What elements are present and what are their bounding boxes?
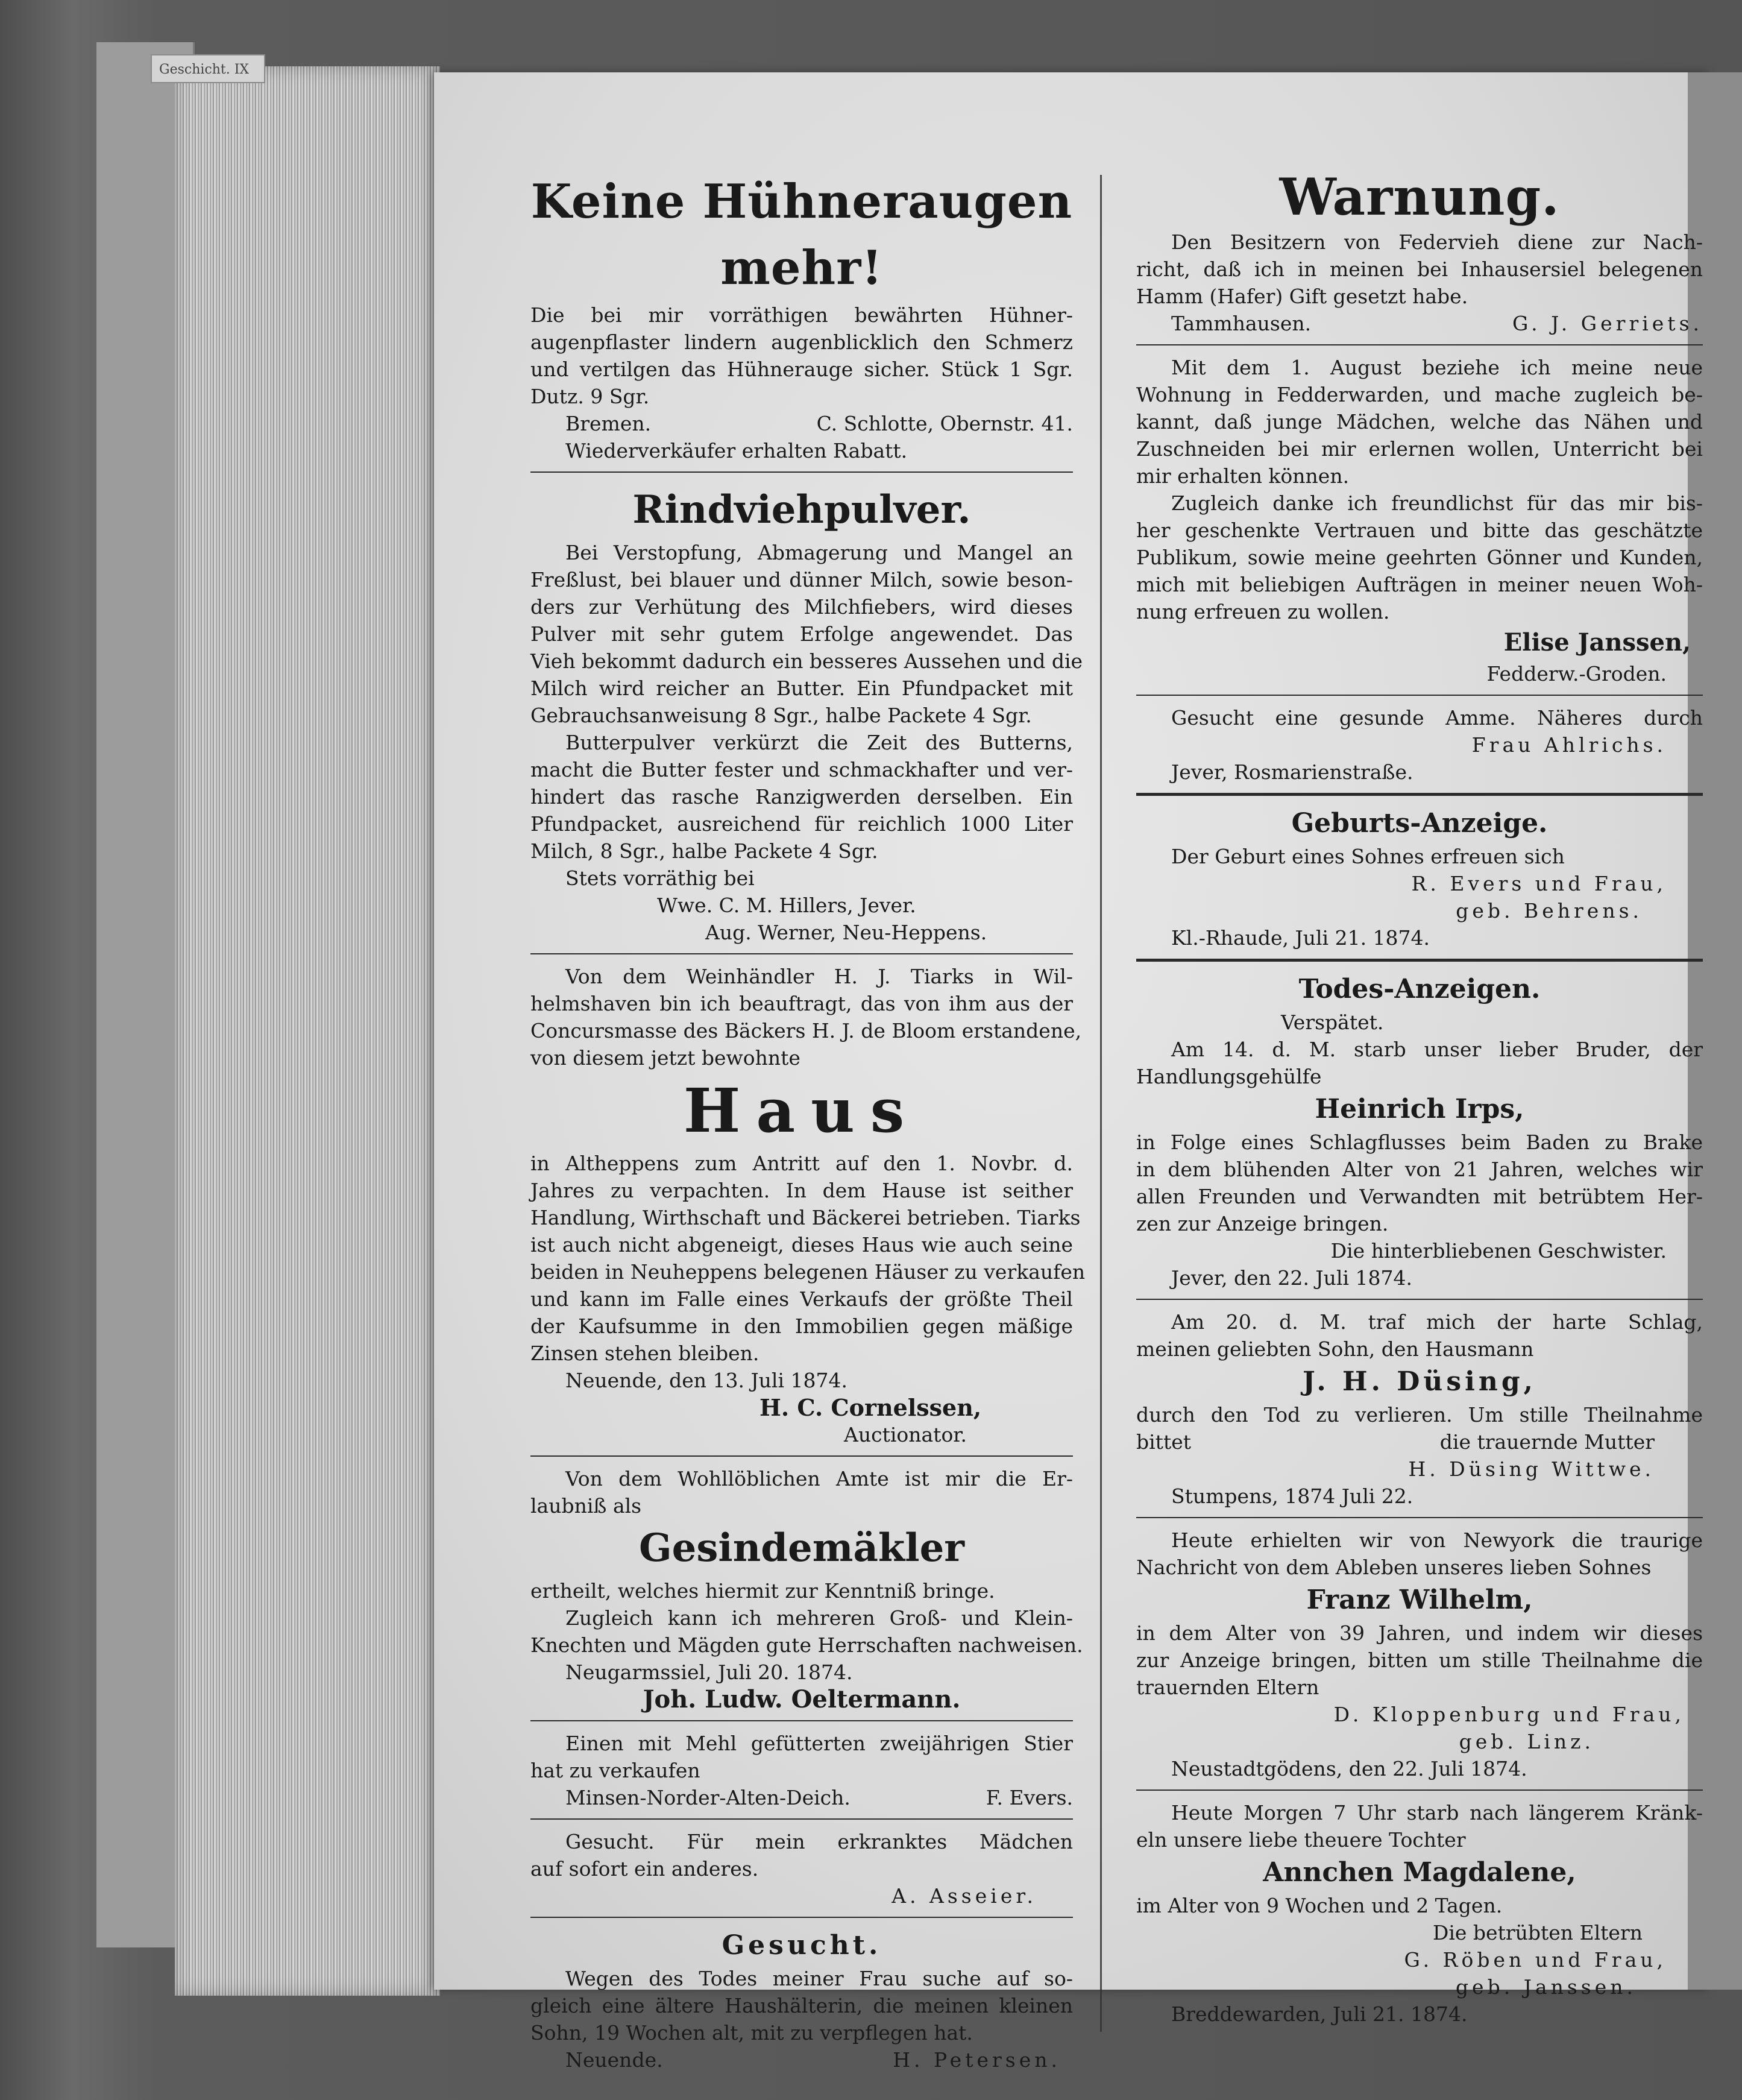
ad-place: Neuende. — [565, 2048, 663, 2072]
ad-name: J. H. Düsing, — [1303, 1366, 1536, 1397]
ad-line: hat zu verkaufen — [530, 1759, 700, 1782]
ad-signature: geb. Janssen. — [1455, 1975, 1637, 1999]
ad-name: Heinrich Irps, — [1315, 1094, 1524, 1124]
ad-line: Sohn, 19 Wochen alt, mit zu verpflegen hat. — [530, 2021, 973, 2045]
ad-divider — [530, 1455, 1073, 1457]
ad-line: und kann im Falle eines Verkaufs der größte Theil — [530, 1287, 1073, 1311]
ad-line: Dutz. 9 Sgr. — [530, 385, 650, 408]
ad-divider — [1136, 959, 1703, 962]
ad-line: meinen geliebten Sohn, den Hausmann — [1136, 1337, 1534, 1361]
ad-note: Wiederverkäufer erhalten Rabatt. — [565, 439, 908, 462]
ad-line: hindert das rasche Ranzigwerden derselben. Ein — [530, 785, 1073, 809]
ad-line: in Altheppens zum Antritt auf den 1. Novbr. d. — [530, 1152, 1073, 1175]
ad-line: allen Freunden und Verwandten mit betrübtem Her- — [1136, 1185, 1703, 1208]
ad-line: Zugleich danke ich freundlichst für das mir bis- — [1171, 491, 1703, 515]
ad-line: Pulver mit sehr gutem Erfolge angewendet. Das — [530, 622, 1073, 646]
ad-signature-row — [1136, 310, 1703, 337]
ad-line: in dem blühenden Alter von 21 Jahren, welches wir — [1136, 1158, 1703, 1181]
ad-divider — [1136, 1517, 1703, 1518]
ad-signature: G. Röben und Frau, — [1404, 1948, 1667, 1972]
ad-line: richt, daß ich in meinen bei Inhausersiel belegenen — [1136, 257, 1703, 281]
ad-line: Handlung, Wirthschaft und Bäckerei betrieben. Tiarks — [530, 1206, 1081, 1229]
right-column — [1136, 166, 1703, 2028]
ad-signature: A. Asseier. — [891, 1884, 1037, 1908]
ad-signature: H. C. Cornelssen, — [759, 1394, 982, 1421]
ad-gesucht-haushaelterin — [530, 1926, 1073, 2073]
ad-headline: Geburts-Anzeige. — [1291, 808, 1548, 839]
ad-line: Zuschneiden bei mir erlernen wollen, Unterricht bei — [1136, 437, 1703, 461]
ad-role: Auctionator. — [844, 1423, 967, 1446]
ad-signature: Die betrübten Eltern — [1432, 1921, 1643, 1944]
ad-signature: Elise Janssen, — [1503, 628, 1691, 657]
ad-line: Freßlust, bei blauer und dünner Milch, sowie beson- — [530, 568, 1073, 591]
ad-line: mir erhalten können. — [1136, 464, 1350, 488]
ad-line: Den Besitzern von Federvieh diene zur Nach- — [1171, 230, 1703, 254]
ad-line: durch den Tod zu verlieren. Um stille Theilnahme — [1136, 1403, 1703, 1427]
ad-line: der Kaufsumme in den Immobilien gegen mäßige — [530, 1314, 1073, 1338]
ad-line: mich mit beliebigen Aufträgen in meiner neuen Woh- — [1136, 573, 1703, 596]
ad-stier — [530, 1730, 1073, 1811]
ad-line: Milch, 8 Sgr., halbe Packete 4 Sgr. — [530, 839, 878, 863]
ad-line: Heute erhielten wir von Newyork die traurige — [1171, 1528, 1703, 1552]
ad-line: macht die Butter fester und schmackhafter und ver- — [530, 758, 1073, 781]
ad-line: Hamm (Hafer) Gift gesetzt habe. — [1136, 285, 1468, 308]
ad-divider — [1136, 1789, 1703, 1791]
ad-divider — [530, 471, 1073, 473]
ad-signature: R. Evers und Frau, — [1411, 872, 1667, 895]
ad-line: Am 14. d. M. starb unser lieber Bruder, der — [1171, 1038, 1703, 1061]
ad-date: Neugarmssiel, Juli 20. 1874. — [565, 1660, 853, 1684]
ad-line: Der Geburt eines Sohnes erfreuen sich — [1171, 845, 1565, 868]
ad-line: von diesem jetzt bewohnte — [530, 1046, 800, 1070]
ad-line: beiden in Neuheppens belegenen Häuser zu verkaufen — [530, 1260, 1086, 1284]
ad-line: Einen mit Mehl gefütterten zweijährigen Stier — [565, 1732, 1073, 1755]
column-rule — [1100, 175, 1102, 2032]
ad-line: Publikum, sowie meine geehrten Gönner und Kunden, — [1136, 546, 1703, 569]
ad-line: helmshaven bin ich beauftragt, das von ihm aus der — [530, 992, 1073, 1015]
ad-line: Wohnung in Fedderwarden, und mache zugleich be- — [1136, 383, 1703, 406]
ad-line: Butterpulver verkürzt die Zeit des Butterns, — [565, 731, 1073, 754]
ad-signature-row — [530, 1784, 1073, 1811]
ad-line: Mit dem 1. August beziehe ich meine neue — [1171, 356, 1703, 379]
ad-line: in dem Alter von 39 Jahren, und indem wir dieses — [1136, 1621, 1703, 1645]
ad-line: Gebrauchsanweisung 8 Sgr., halbe Packete 4 Sgr. — [530, 704, 1032, 727]
ad-date: Kl.-Rhaude, Juli 21. 1874. — [1171, 926, 1430, 950]
ad-divider — [1136, 1299, 1703, 1300]
ad-signature: Frau Ahlrichs. — [1471, 733, 1667, 757]
ad-signature: H. Düsing Wittwe. — [1408, 1457, 1655, 1481]
ad-headline: Gesindemäkler — [639, 1525, 964, 1571]
ad-date: Stumpens, 1874 Juli 22. — [1171, 1484, 1413, 1508]
ad-line: Heute Morgen 7 Uhr starb nach längerem Kränk- — [1171, 1801, 1703, 1824]
ad-signature: geb. Linz. — [1459, 1730, 1594, 1753]
ad-divider — [530, 1917, 1073, 1918]
ad-date: Jever, den 22. Juli 1874. — [1171, 1266, 1412, 1290]
ad-date: Breddewarden, Juli 21. 1874. — [1171, 2002, 1468, 2026]
ad-line: ertheilt, welches hiermit zur Kenntniß bringe. — [530, 1579, 995, 1603]
ad-line: her geschenkte Vertrauen und bitte das geschätzte — [1136, 519, 1703, 542]
ad-line: ders zur Verhütung des Milchfiebers, wird dieses — [530, 595, 1073, 619]
spine-label: Geschicht. IX — [151, 54, 265, 83]
ad-divider — [530, 1720, 1073, 1721]
ad-divider — [530, 1818, 1073, 1820]
ad-warnung — [1136, 166, 1703, 337]
ad-place: Minsen-Norder-Alten-Deich. — [565, 1786, 851, 1809]
ad-line: Bei Verstopfung, Abmagerung und Mangel an — [565, 541, 1073, 564]
ad-signature: F. Evers. — [986, 1786, 1073, 1809]
ad-line: Handlungsgehülfe — [1136, 1065, 1322, 1088]
ad-line: Am 20. d. M. traf mich der harte Schlag, — [1171, 1310, 1703, 1334]
ad-name: Franz Wilhelm, — [1306, 1584, 1533, 1615]
ad-line: Jahres zu verpachten. In dem Hause ist seither — [530, 1179, 1073, 1202]
ad-line: Gesucht eine gesunde Amme. Näheres durch — [1171, 706, 1703, 730]
ad-signature: G. J. Gerriets. — [1512, 312, 1703, 335]
ad-signature: geb. Behrens. — [1456, 899, 1643, 922]
ad-line: bittet — [1136, 1430, 1191, 1454]
ad-place: Bremen. — [565, 412, 652, 435]
ad-line: kannt, daß junge Mädchen, welche das Nähen und — [1136, 410, 1703, 434]
ad-line: zen zur Anzeige bringen. — [1136, 1212, 1389, 1235]
ad-subheading: Verspätet. — [1281, 1011, 1384, 1034]
ad-line: Nachricht von dem Ableben unseres lieben Sohnes — [1136, 1556, 1652, 1579]
ad-line: Wegen des Todes meiner Frau suche auf so- — [565, 1967, 1073, 1990]
ad-divider — [530, 953, 1073, 954]
ad-headline: Gesucht. — [722, 1930, 882, 1961]
ad-signature: D. Kloppenburg und Frau, — [1333, 1703, 1685, 1726]
ad-rindviehpulver — [530, 481, 1083, 946]
ad-geburt — [1136, 804, 1703, 951]
ad-line: Concursmasse des Bäckers H. J. de Bloom erstandene, — [530, 1019, 1082, 1042]
ad-gesucht-maedchen — [530, 1828, 1073, 1909]
ad-signature-row — [1136, 1428, 1703, 1455]
ad-line: zur Anzeige bringen, bitten um stille Theilnahme die — [1136, 1648, 1703, 1672]
ad-line: ist auch nicht abgeneigt, dieses Haus wie auch seine — [530, 1233, 1073, 1257]
ad-signature: Joh. Ludw. Oeltermann. — [643, 1685, 961, 1714]
ad-line: Die bei mir vorräthigen bewährten Hühner- — [530, 303, 1073, 327]
ad-line: im Alter von 9 Wochen und 2 Tagen. — [1136, 1894, 1503, 1917]
ad-place: Tammhausen. — [1171, 312, 1312, 335]
ad-signature: C. Schlotte, Obernstr. 41. — [816, 412, 1073, 435]
ad-line: Pfundpacket, ausreichend für reichlich 1000 Liter — [530, 812, 1073, 836]
ad-signature: H. Petersen. — [893, 2048, 1061, 2072]
ad-line: laubniß als — [530, 1494, 642, 1518]
ad-line: Von dem Wohllöblichen Amte ist mir die Er- — [565, 1467, 1073, 1490]
ad-date: Neuende, den 13. Juli 1874. — [565, 1369, 847, 1392]
ad-line: Von dem Weinhändler H. J. Tiarks in Wil- — [565, 965, 1073, 988]
ad-divider — [1136, 793, 1703, 796]
ad-amme — [1136, 704, 1703, 786]
ad-line: augenpflaster lindern augenblicklich den Schmerz — [530, 330, 1073, 354]
ad-place: Jever, Rosmarienstraße. — [1171, 760, 1413, 784]
ad-signature-row — [530, 2046, 1073, 2073]
ad-line: Stets vorräthig bei — [565, 866, 755, 890]
left-column — [530, 169, 1086, 2073]
ad-divider — [1136, 695, 1703, 696]
ad-line: in Folge eines Schlagflusses beim Baden zu Brake — [1136, 1130, 1703, 1154]
ad-duesing — [1136, 1308, 1703, 1510]
ad-annchen — [1136, 1799, 1703, 2028]
ad-headline: Todes-Anzeigen. — [1298, 974, 1541, 1004]
ad-gesindemaekler — [530, 1465, 1083, 1714]
ad-line: Knechten und Mägden gute Herrschaften nachweisen. — [530, 1633, 1083, 1657]
ad-signature: Die hinterbliebenen Geschwister. — [1330, 1239, 1667, 1263]
ad-name: Annchen Magdalene, — [1263, 1857, 1576, 1888]
ad-headline: Warnung. — [1279, 167, 1560, 227]
ad-signature: Wwe. C. M. Hillers, Jever. — [657, 894, 916, 917]
ad-huehneraugen — [530, 169, 1073, 464]
ad-haus — [530, 963, 1086, 1448]
ad-date: Neustadtgödens, den 22. Juli 1874. — [1171, 1757, 1527, 1780]
ad-line: nung erfreuen zu wollen. — [1136, 600, 1390, 623]
ad-todesanzeigen — [1136, 970, 1703, 1291]
ad-franz-wilhelm — [1136, 1527, 1703, 1782]
ad-headline: Rindviehpulver. — [632, 487, 971, 532]
ad-place: Fedderw.-Groden. — [1486, 662, 1667, 686]
ad-line: Zinsen stehen bleiben. — [530, 1342, 759, 1365]
page-stack-edge — [175, 66, 440, 1996]
ad-line: und vertilgen das Hühnerauge sicher. Stück 1 Sgr. — [530, 358, 1073, 381]
ad-headline: Keine Hühneraugen mehr! — [530, 174, 1073, 295]
ad-line: Milch wird reicher an Butter. Ein Pfundpacket mit — [530, 676, 1073, 700]
ad-signature-row — [530, 410, 1073, 437]
ad-line: Vieh bekommt dadurch ein besseres Aussehen und die — [530, 649, 1083, 673]
ad-signature: Aug. Werner, Neu-Heppens. — [705, 921, 987, 944]
ad-naehen — [1136, 354, 1703, 687]
ad-headline: Haus — [683, 1075, 920, 1146]
ad-divider — [1136, 344, 1703, 345]
ad-line: Zugleich kann ich mehreren Groß- und Klein- — [565, 1606, 1073, 1630]
ad-line: trauernden Eltern — [1136, 1676, 1319, 1699]
ad-line: gleich eine ältere Haushälterin, die meinen kleinen — [530, 1994, 1073, 2017]
ad-line: Gesucht. Für mein erkranktes Mädchen — [565, 1830, 1073, 1853]
ad-line: auf sofort ein anderes. — [530, 1857, 759, 1881]
ad-signature: die trauernde Mutter — [1439, 1430, 1655, 1454]
ad-line: eln unsere liebe theuere Tochter — [1136, 1828, 1466, 1852]
